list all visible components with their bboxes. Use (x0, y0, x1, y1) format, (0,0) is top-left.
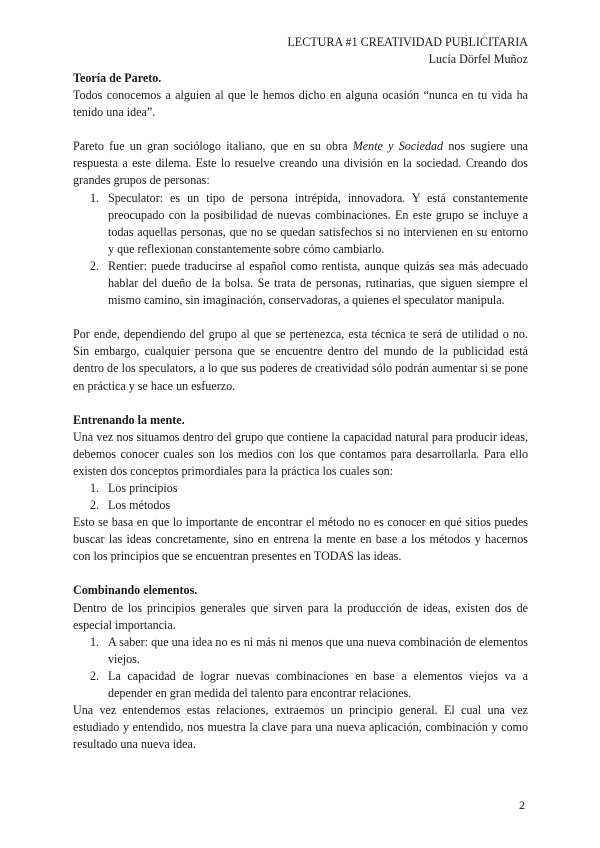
list-number: 2. (90, 258, 100, 273)
list-item-text: Los principios (108, 480, 178, 495)
paragraph: Esto se basa en que lo importante de encontrar el método no es conocer en qué sitios puedes buscar las ideas concretamente, sino en entrena la mente en base a los métodos y hacernos con los principios que se encuentran presentes en TODAS las ideas. (73, 515, 528, 564)
list-item-text: A saber: que una idea no es ni más ni menos que una nueva combinación de elementos viejos. (108, 634, 528, 666)
list-item-text: La capacidad de lograr nuevas combinaciones en base a elementos viejos va a depender en gran medida del talento para encontrar relaciones. (108, 668, 528, 700)
list-item (73, 190, 528, 258)
list-number: 2. (90, 498, 100, 513)
list-number: 1. (90, 634, 100, 649)
paragraph: Una vez entendemos estas relaciones, extraemos un principio general. El cual una vez estudiado y entendido, nos muestra la clave para una nueva aplicación, combinación y como resultado una nueva idea. (73, 703, 528, 752)
list-item (73, 480, 528, 497)
list-item (73, 497, 528, 514)
list-item-text: Rentier: puede traducirse al español como rentista, aunque quizás sea más adecuado hablar del dueño de la bolsa. Se trata de personas, rutinarias, que siguen siempre el mismo camino, sin imaginación, conservadoras, a quienes el speculator manipula. (108, 258, 528, 308)
paragraph (73, 138, 528, 189)
header-title: LECTURA #1 CREATIVIDAD PUBLICITARIA (287, 35, 528, 49)
list-number: 1. (90, 480, 100, 495)
list-item (73, 634, 528, 668)
text-run: nos sugiere una respuesta a este dilema. Este lo resuelve creando una división en la sociedad. Creando dos grandes grupos de personas: (73, 139, 528, 188)
document-page (73, 34, 528, 753)
section-heading-pareto: Teoría de Pareto. (73, 71, 162, 85)
page-number: 2 (519, 798, 525, 812)
list-number: 1. (90, 190, 100, 205)
paragraph: Todos conocemos a alguien al que le hemos dicho en alguna ocasión “nunca en tu vida ha tenido una idea”. (73, 88, 528, 120)
text-run: Pareto fue un gran sociólogo italiano, que en su obra (73, 139, 353, 154)
list-item (73, 668, 528, 702)
numbered-list (73, 634, 528, 702)
list-item (73, 258, 528, 309)
list-item-text: Speculator: es un tipo de persona intrépida, innovadora. Y está constantemente preocupado con la posibilidad de nuevas combinaciones. En este grupo se incluye a todas aquellas personas, que no se quedan satisfechos si no intervienen en su entorno y que reflexionan constantemente sobre cómo cambiarlo. (108, 190, 528, 256)
section-heading-combining: Combinando elementos. (73, 583, 198, 598)
page-header (73, 34, 528, 68)
numbered-list (73, 190, 528, 310)
paragraph: Por ende, dependiendo del grupo al que se pertenezca, esta técnica te será de utilidad o no. Sin embargo, cualquier persona que se encuentre dentro del mundo de la publicidad está dentro de los speculators, a lo que sus poderes de creatividad sólo podrán aumentar si se pone en práctica y se hace un esfuerzo. (73, 327, 528, 393)
section-heading-training: Entrenando la mente. (73, 412, 185, 427)
paragraph: Una vez nos situamos dentro del grupo que contiene la capacidad natural para producir ideas, debemos conocer cuales son los medios con los que contamos para desarrollarla. Para ello existen dos conceptos primordiales para la práctica los cuales son: (73, 429, 528, 478)
list-item-text: Los métodos (108, 498, 171, 513)
paragraph: Dentro de los principios generales que sirven para la producción de ideas, existen dos de especial importancia. (73, 600, 528, 632)
book-title: Mente y Sociedad (352, 139, 444, 154)
numbered-list (73, 480, 528, 514)
header-author: Lucía Dörfel Muñoz (428, 52, 528, 66)
list-number: 2. (90, 668, 100, 683)
